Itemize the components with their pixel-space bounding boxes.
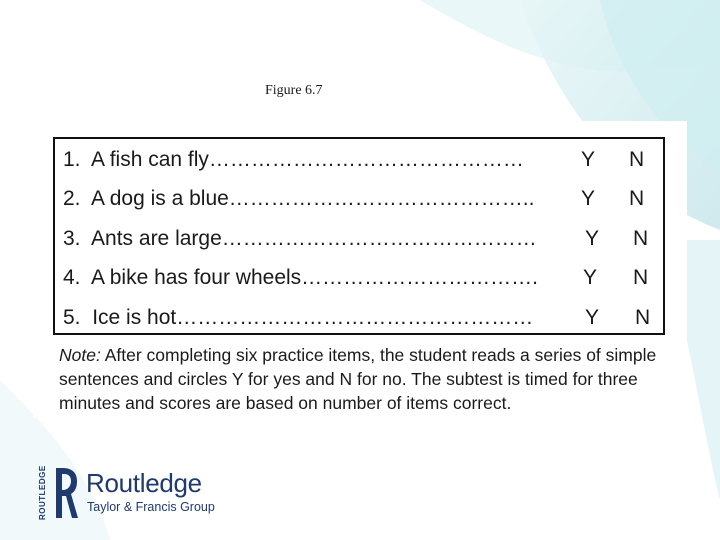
yes-option[interactable]: Y — [585, 306, 600, 329]
note-label: Note: — [59, 345, 101, 365]
yes-option[interactable]: Y — [585, 227, 600, 250]
yes-option[interactable]: Y — [581, 148, 596, 171]
item-number: 5. — [63, 306, 81, 329]
no-option[interactable]: N — [633, 266, 649, 289]
logo-subtitle: Taylor & Francis Group — [87, 500, 215, 514]
item-text: Ice is hot…………………………………………… — [92, 306, 534, 329]
no-option[interactable]: N — [629, 187, 645, 210]
routledge-r-icon — [52, 466, 78, 520]
list-item — [63, 145, 659, 175]
no-option[interactable]: N — [633, 227, 649, 250]
no-option[interactable]: N — [629, 148, 645, 171]
logo-side-text: ROUTLEDGE — [38, 465, 47, 520]
list-item — [63, 224, 659, 254]
item-text: A dog is a blue…………………………………….. — [91, 187, 535, 210]
item-text: A bike has four wheels……………………………. — [86, 266, 538, 289]
item-number: 3. — [63, 227, 81, 250]
publisher-logo — [38, 462, 238, 522]
list-item — [63, 263, 659, 293]
figure-note — [59, 343, 669, 415]
no-option[interactable]: N — [635, 306, 651, 329]
item-number: 4. — [63, 266, 81, 289]
item-text: Ants are large……………………………………… — [91, 227, 537, 250]
figure-title: Figure 6.7 — [265, 83, 323, 98]
yes-option[interactable]: Y — [581, 187, 596, 210]
list-item — [63, 303, 659, 333]
item-number: 1. — [63, 148, 81, 171]
item-text: A fish can fly……………………………………… — [91, 148, 524, 171]
list-item — [63, 184, 659, 214]
item-number: 2. — [63, 187, 81, 210]
note-text: After completing six practice items, the student reads a series of simple sentences and circles Y for yes and N for no. The subtest is timed for three minutes and scores are based on number of items correct. — [59, 345, 657, 413]
yes-option[interactable]: Y — [583, 266, 598, 289]
logo-name: Routledge — [86, 468, 202, 498]
figure-panel — [33, 121, 687, 418]
items-box — [53, 137, 665, 335]
